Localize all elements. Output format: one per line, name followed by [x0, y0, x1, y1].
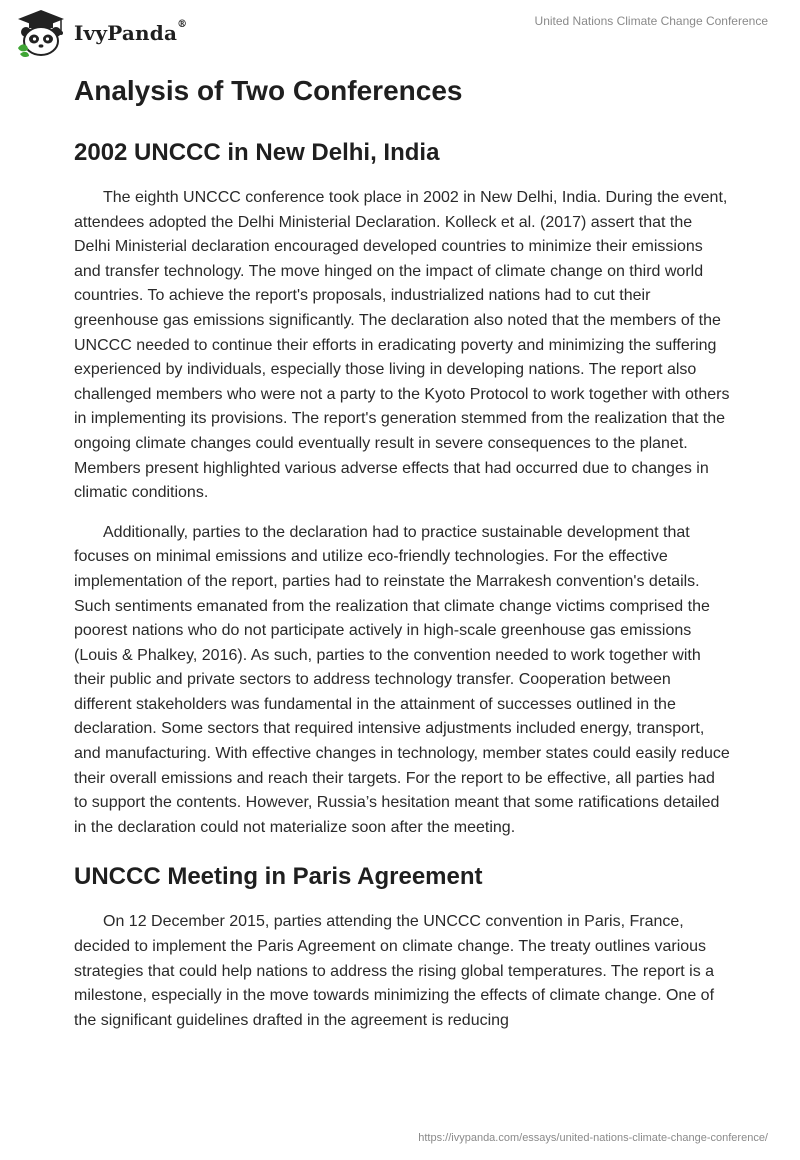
essay-title-header: United Nations Climate Change Conference: [534, 14, 768, 28]
section-heading: 2002 UNCCC in New Delhi, India: [74, 139, 440, 166]
brand-name: IvyPanda®: [74, 19, 188, 45]
page-header: [0, 0, 800, 70]
paragraph: The eighth UNCCC conference took place in 2002 in New Delhi, India. During the event, attendees adopted the Delhi Ministerial Declaration. Kolleck et al. (2017) assert that the Delhi Ministerial declaration encouraged developed countries to minimize their emissions and transfer technology. The move hinged on the impact of climate change on third world countries. To achieve the report's proposals, industrialized nations had to cut their greenhouse gas emissions significantly. The declaration also noted that the members of the UNCCC needed to continue their efforts in eradicating poverty and minimizing the suffering experienced by individuals, especially those living in developing nations. The report also challenged members who were not a party to the Kyoto Protocol to work together with others in implementing its provisions. The report's generation stemmed from the realization that the ongoing climate changes could eventually result in severe consequences to the planet. Members present highlighted various adverse effects that had occurred due to changes in climatic conditions.: [74, 189, 730, 502]
panda-graduate-icon: [14, 8, 68, 58]
paragraph: On 12 December 2015, parties attending the UNCCC convention in Paris, France, decided to implement the Paris Agreement on climate change. The treaty outlines various strategies that could help nations to address the rising global temperatures. The report is a milestone, especially in the move towards minimizing the effects of climate change. One of the significant guidelines drafted in the agreement is reducing: [74, 913, 715, 1029]
article-body: [74, 70, 730, 1033]
section-heading: UNCCC Meeting in Paris Agreement: [74, 863, 483, 891]
registered-mark: ®: [177, 19, 188, 30]
source-url-link[interactable]: https://ivypanda.com/essays/united-nations-climate-change-conference/: [418, 1132, 768, 1144]
page-title: Analysis of Two Conferences: [74, 75, 463, 106]
paragraph: Additionally, parties to the declaration had to practice sustainable development that focuses on minimal emissions and utilize eco-friendly technologies. For the effective implementation of the report, parties had to reinstate the Marrakesh convention's details. Such sentiments emanated from the realization that climate change victims comprised the poorest nations who do not participate actively in high-scale greenhouse gas emissions (Louis & Phalkey, 2016). As such, parties to the convention needed to work together with their public and private sectors to address technology transfer. Cooperation between different stakeholders was fundamental in the attainment of successes outlined in the declaration. Some sectors that required intensive adjustments included energy, transport, and manufacturing. With effective changes in technology, member states could easily reduce their overall emissions and reach their targets. For the report to be effective, all parties had to support the contents. However, Russia’s hesitation meant that some ratifications detailed in the declaration could not materialize soon after the meeting.: [74, 523, 730, 836]
ivypanda-logo[interactable]: [14, 8, 187, 58]
